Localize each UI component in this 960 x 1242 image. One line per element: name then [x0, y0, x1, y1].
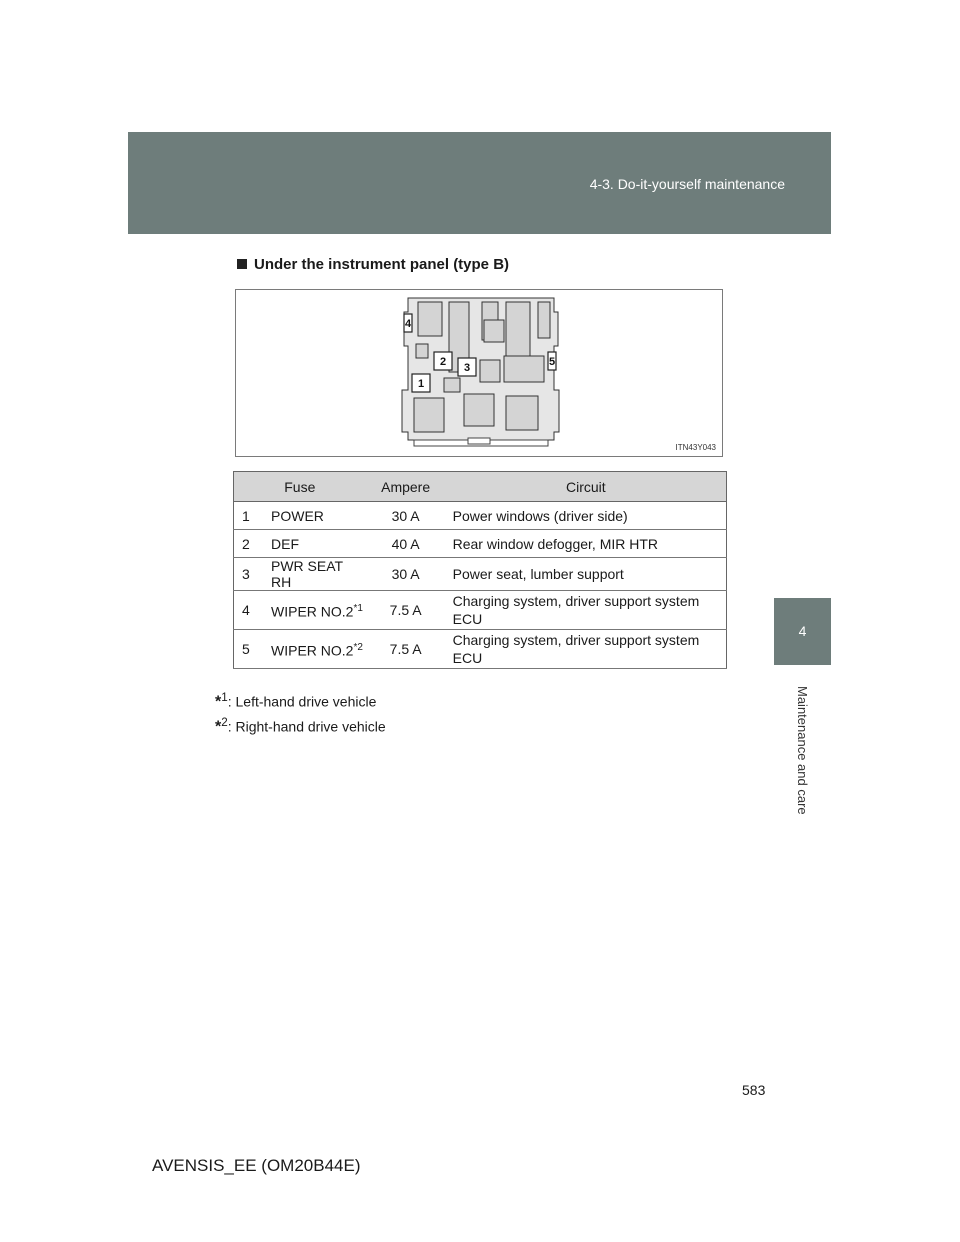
- column-header-circuit: Circuit: [446, 472, 727, 502]
- model-code: AVENSIS_EE (OM20B44E): [152, 1156, 361, 1175]
- footnote-marker: *2: [353, 641, 363, 653]
- fuse-table: [233, 471, 727, 669]
- chapter-tab: [774, 665, 831, 835]
- fuse-number: 4: [234, 591, 265, 630]
- table-row: [234, 558, 727, 591]
- fuse-name: PWR SEAT RH: [264, 558, 366, 591]
- chapter-tab-number: 4: [774, 598, 831, 665]
- fuse-name: WIPER NO.2$^{*1}$: [264, 591, 366, 630]
- fuse-circuit: Power windows (driver side): [446, 502, 727, 530]
- header-band: [128, 132, 831, 234]
- figure-code: ITN43Y043: [675, 443, 716, 452]
- fuse-box-diagram: [236, 290, 722, 456]
- section-heading-text: Under the instrument panel (type B): [254, 256, 510, 273]
- fuse-ampere: 30 A: [366, 558, 446, 591]
- fuse-name: POWER: [264, 502, 366, 530]
- section-title: 4-3. Do-it-yourself maintenance: [589, 176, 785, 192]
- fuse-ampere: 40 A: [366, 530, 446, 558]
- table-row: [234, 591, 727, 630]
- table-row: [234, 630, 727, 669]
- callout-2: 2: [439, 356, 447, 368]
- footnotes: [215, 688, 386, 737]
- fuse-number: 1: [234, 502, 265, 530]
- column-header-ampere: Ampere: [366, 472, 446, 502]
- fuse-circuit: Rear window defogger, MIR HTR: [446, 530, 727, 558]
- fuse-circuit: Power seat, lumber support: [446, 558, 727, 591]
- section-heading: [237, 256, 509, 273]
- callout-5: 5: [548, 356, 556, 368]
- fuse-ampere: 7.5 A: [366, 591, 446, 630]
- table-header-row: [234, 472, 727, 502]
- page-number: 583: [742, 1082, 766, 1098]
- fuse-number: 3: [234, 558, 265, 591]
- callout-1: 1: [417, 378, 425, 390]
- fuse-number: 5: [234, 630, 265, 669]
- callout-3: 3: [463, 362, 471, 374]
- footnote: *$^1$: Left-hand drive vehicle: [215, 691, 377, 711]
- callout-4: 4: [404, 318, 412, 330]
- fuse-ampere: 7.5 A: [366, 630, 446, 669]
- footnote: *$^2$: Right-hand drive vehicle: [215, 715, 386, 736]
- table-row: [234, 530, 727, 558]
- fuse-circuit: Charging system, driver support system ECU: [446, 591, 727, 630]
- fuse-box-figure: [235, 289, 723, 457]
- chapter-tab-label: Maintenance and care: [795, 685, 810, 815]
- table-row: [234, 502, 727, 530]
- square-bullet-icon: [237, 259, 247, 269]
- fuse-name: WIPER NO.2$^{*2}$: [264, 630, 366, 669]
- footnote-marker: *1: [353, 602, 363, 614]
- fuse-circuit: Charging system, driver support system ECU: [446, 630, 727, 669]
- fuse-number: 2: [234, 530, 265, 558]
- column-header-fuse: Fuse: [234, 472, 366, 502]
- fuse-name: DEF: [264, 530, 366, 558]
- fuse-ampere: 30 A: [366, 502, 446, 530]
